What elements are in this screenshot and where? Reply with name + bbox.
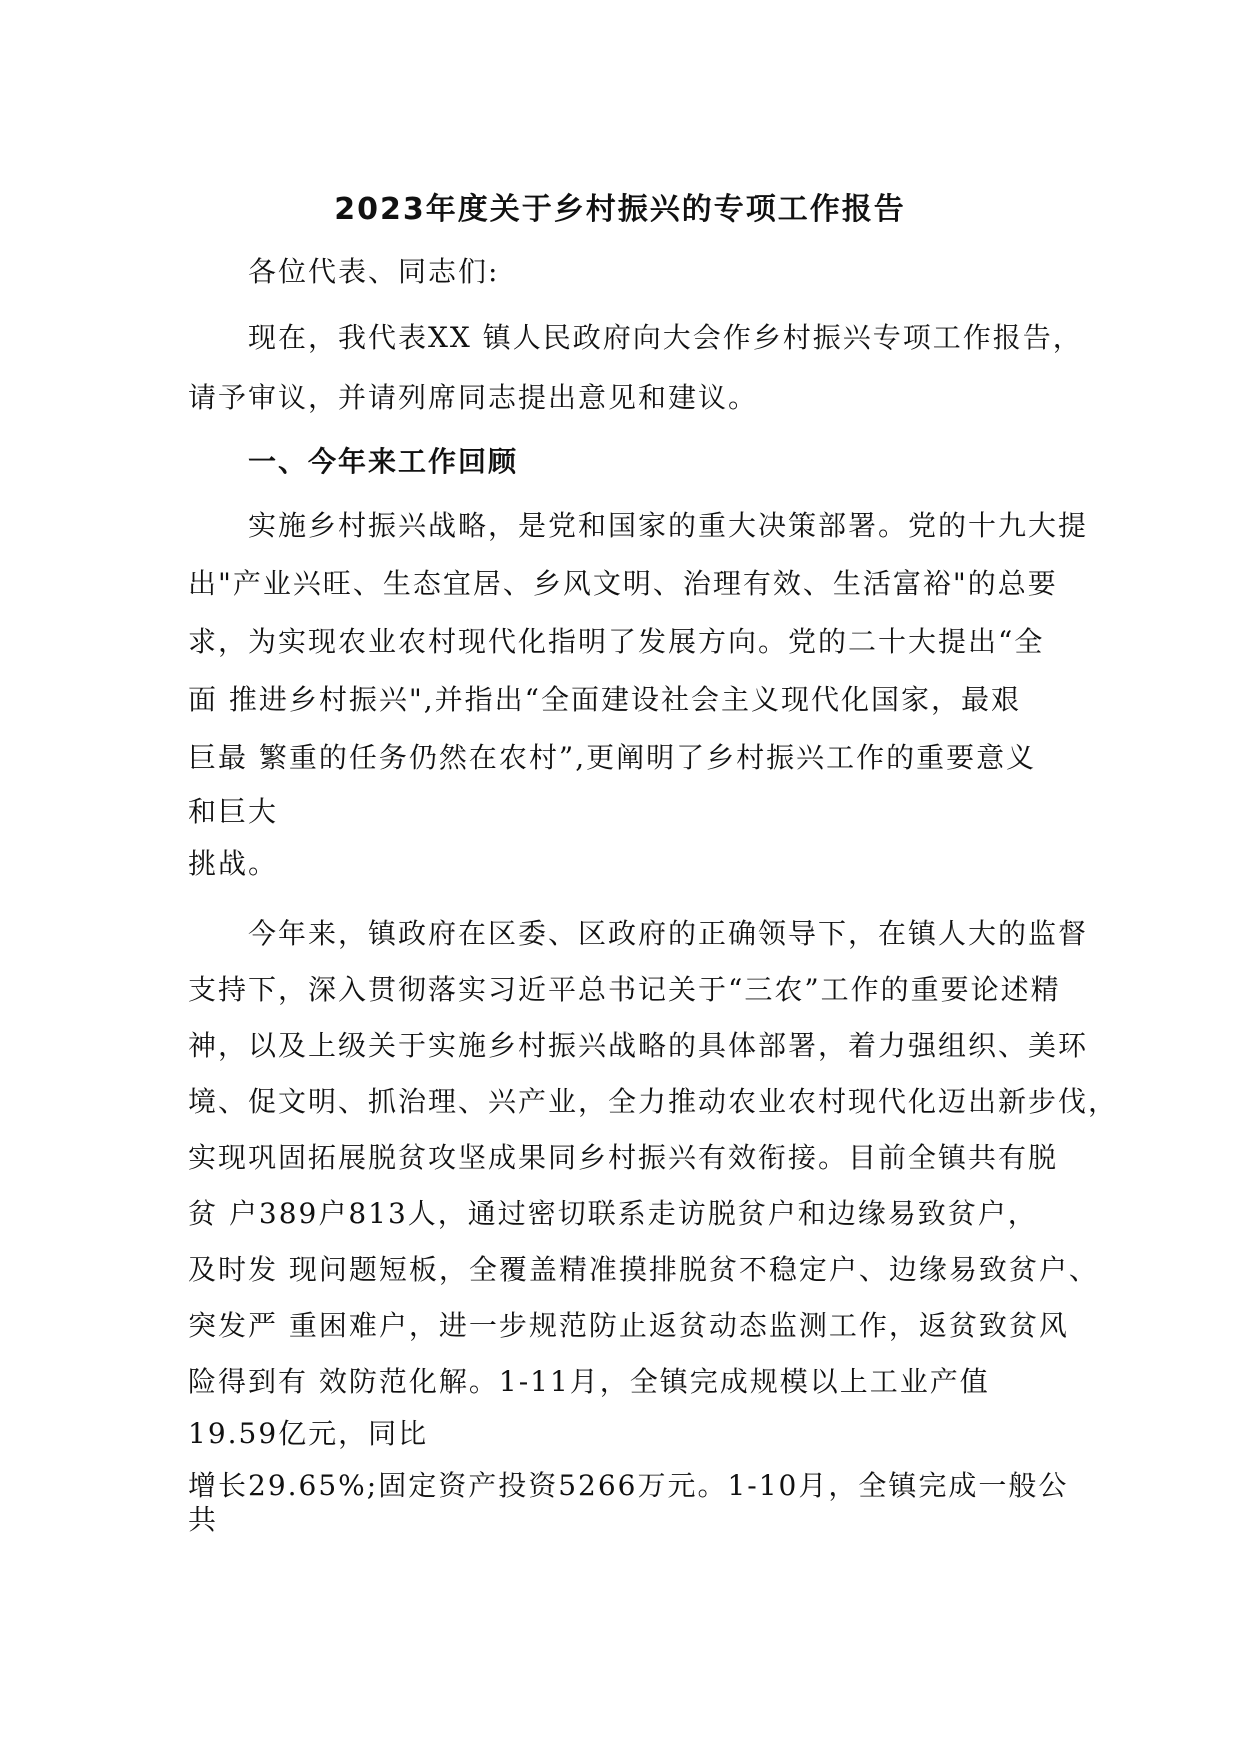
para1-line-3: 求，为实现农业农村现代化指明了发展方向。党的二十大提出“全 [188,625,1045,658]
para1-line-1: 实施乡村振兴战略，是党和国家的重大决策部署。党的十九大提 [248,509,1089,542]
para2-line-11: 增长29.65%;固定资产投资5266万元。1-10月，全镇完成一般公 [188,1469,1069,1502]
para2-line-6: 贫 户389户813人，通过密切联系走访脱贫户和边缘易致贫户， [188,1197,1038,1230]
para1-line-6: 和巨大 [188,795,279,828]
para2-line-5: 实现巩固拓展脱贫攻坚成果同乡村振兴有效衔接。目前全镇共有脱 [188,1141,1059,1174]
para2-line-3: 神，以及上级关于实施乡村振兴战略的具体部署，着力强组织、美环 [188,1029,1089,1062]
para1-line-5: 巨最 繁重的任务仍然在农村”,更阐明了乡村振兴工作的重要意义 [188,741,1037,774]
intro-line-2: 请予审议，并请列席同志提出意见和建议。 [188,381,759,414]
para2-line-9: 险得到有 效防范化解。1-11月，全镇完成规模以上工业产值 [188,1365,990,1398]
para2-line-7: 及时发 现问题短板，全覆盖精准摸排脱贫不稳定户、边缘易致贫户、 [188,1253,1099,1286]
para2-line-10: 19.59亿元，同比 [188,1417,429,1450]
para2-line-1: 今年来，镇政府在区委、区政府的正确领导下，在镇人大的监督 [248,917,1089,950]
para1-line-7: 挑战。 [188,847,279,880]
document-title: 2023年度关于乡村振兴的专项工作报告 [334,192,906,227]
para1-line-4: 面 推进乡村振兴",并指出“全面建设社会主义现代化国家，最艰 [188,683,1021,716]
para1-line-2: 出"产业兴旺、生态宜居、乡风文明、治理有效、生活富裕"的总要 [188,567,1058,600]
para2-line-2: 支持下，深入贯彻落实习近平总书记关于“三农”工作的重要论述精 [188,973,1061,1006]
section-heading: 一、今年来工作回顾 [248,445,519,478]
salutation: 各位代表、同志们: [248,255,500,288]
para2-line-4: 境、促文明、抓治理、兴产业，全力推动农业农村现代化迈出新步伐， [188,1085,1119,1118]
intro-line-1: 现在，我代表XX 镇人民政府向大会作乡村振兴专项工作报告， [248,321,1083,354]
para2-line-12: 共 [188,1503,219,1536]
para2-line-8: 突发严 重困难户，进一步规范防止返贫动态监测工作，返贫致贫风 [188,1309,1069,1342]
